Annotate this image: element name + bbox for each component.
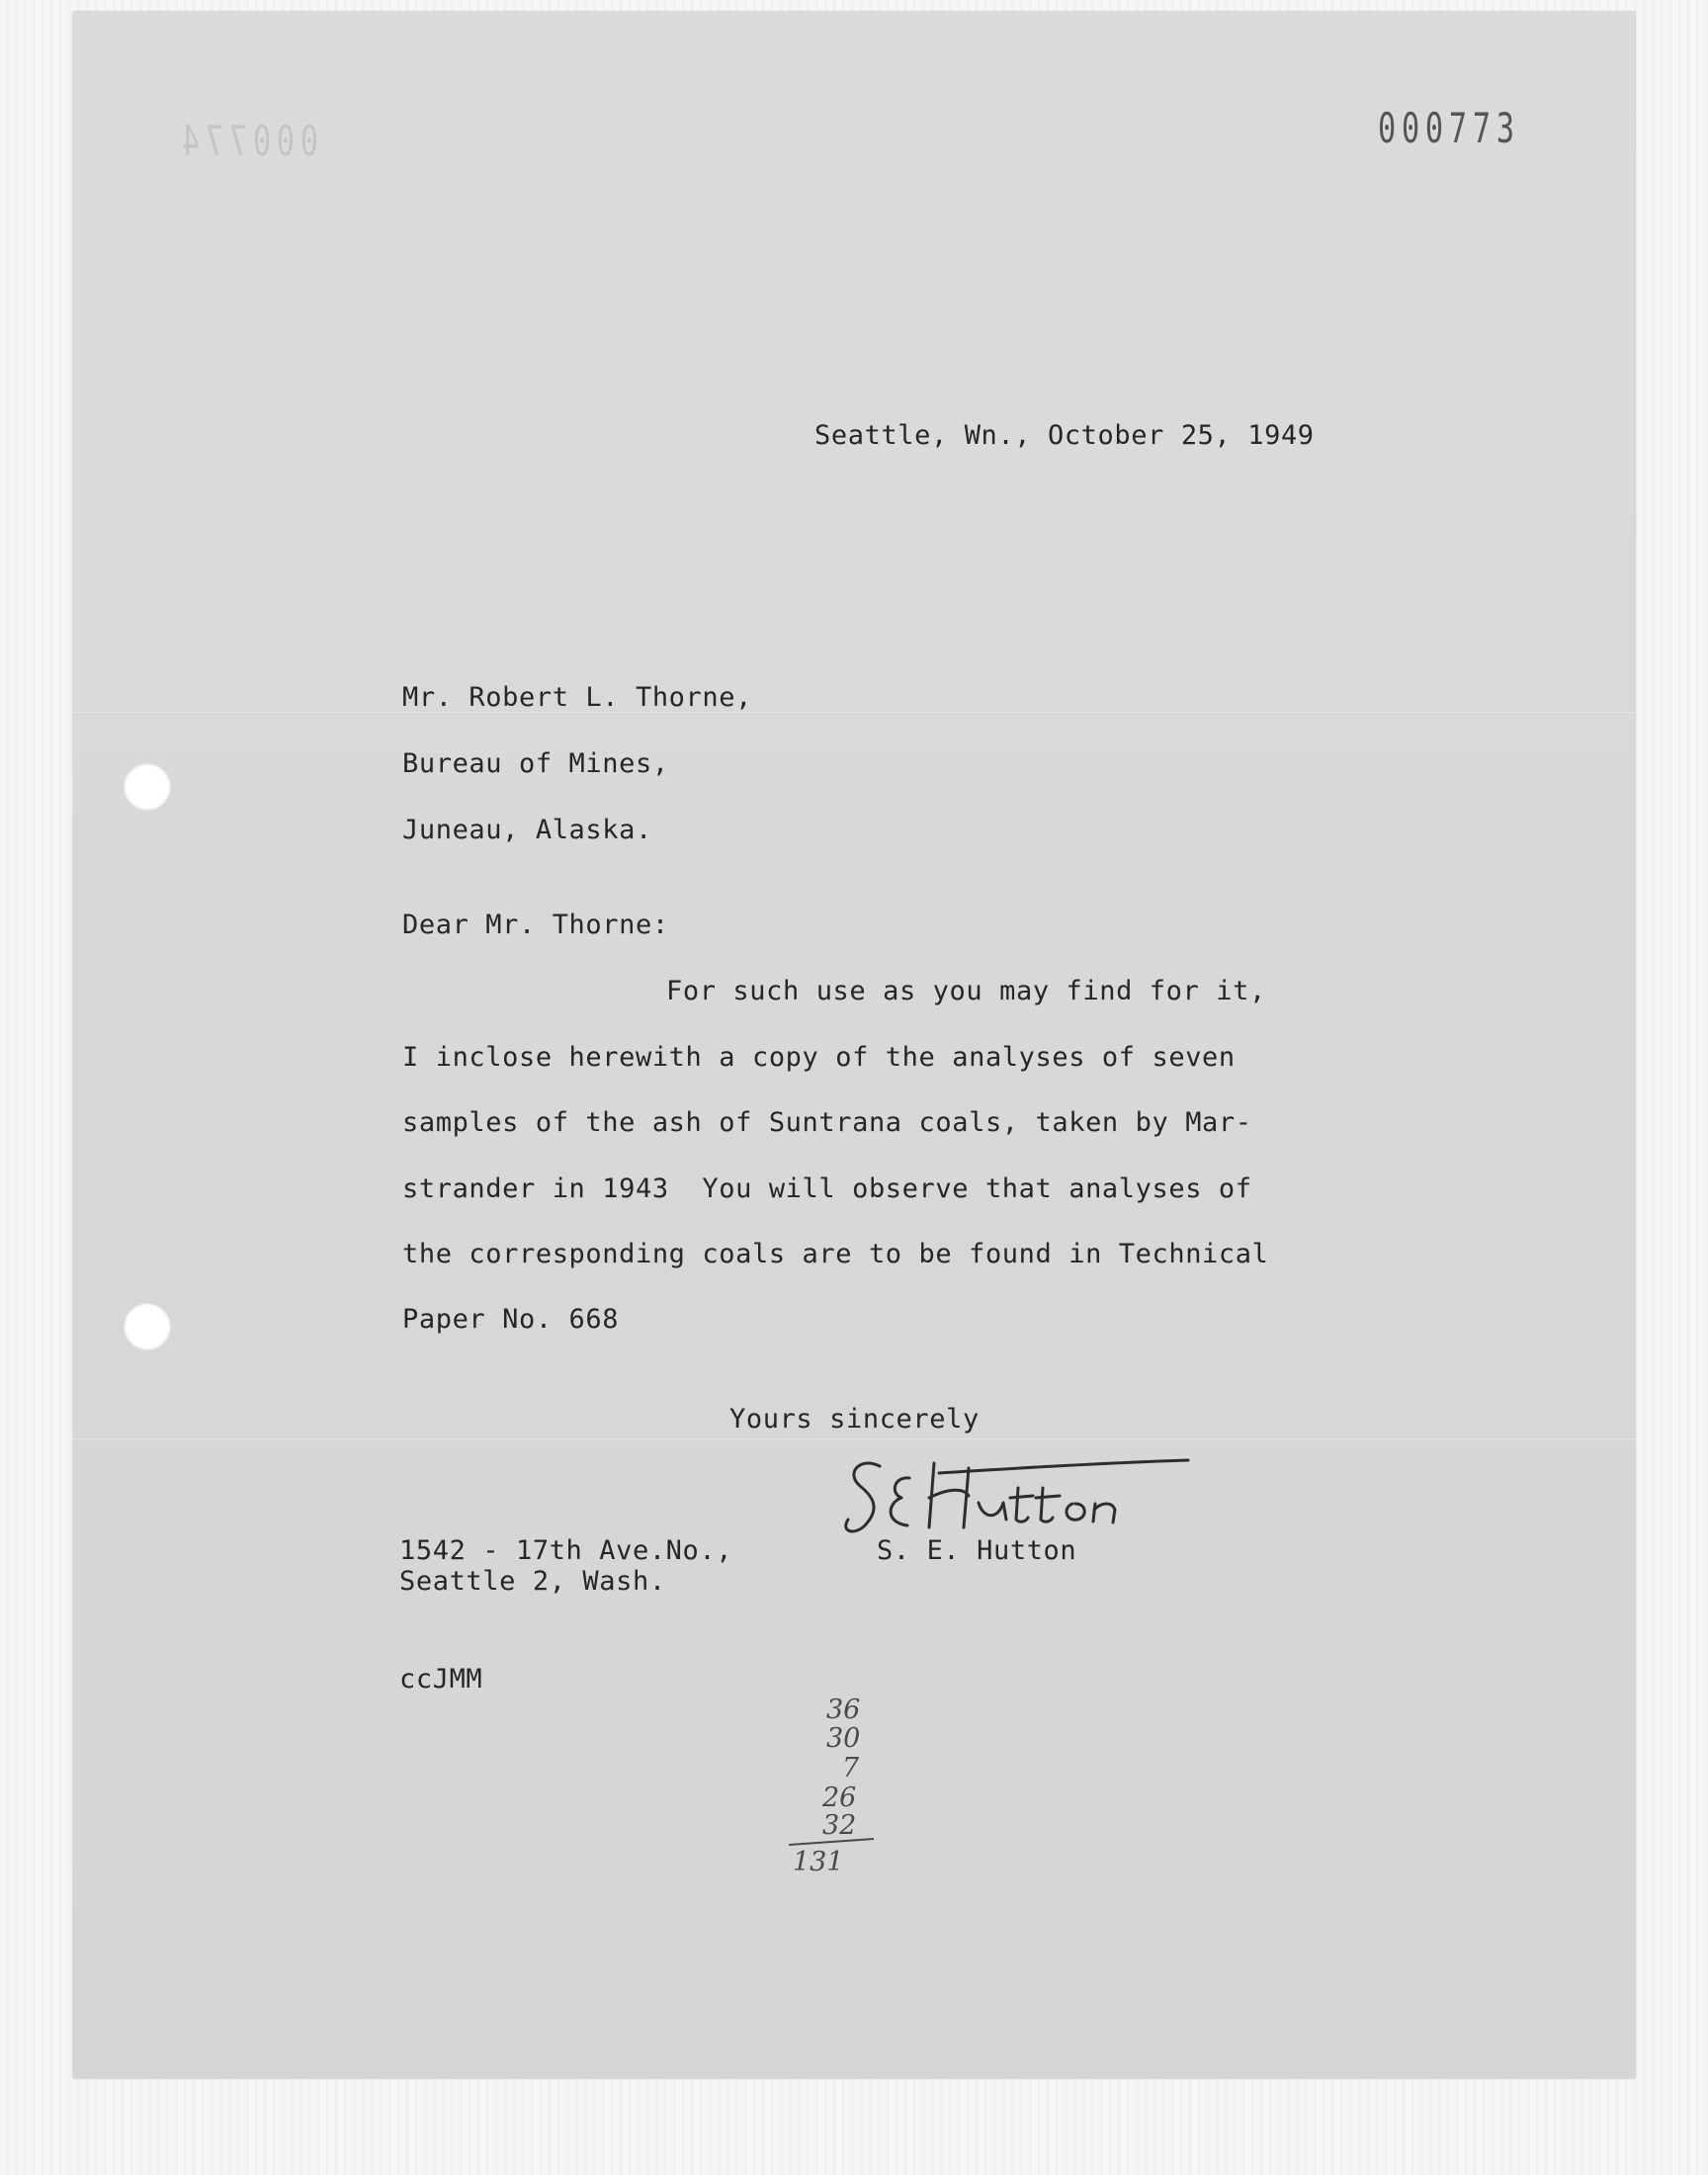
recipient-org: Bureau of Mines, (402, 748, 669, 779)
body-line: For such use as you may find for it, (666, 976, 1266, 1006)
cc-notation: ccJMM (399, 1664, 483, 1695)
body-line: the corresponding coals are to be found in Technical (402, 1239, 1269, 1269)
sender-address-line: 1542 - 17th Ave.No., (399, 1535, 733, 1566)
body-line: Paper No. 668 (402, 1304, 620, 1335)
handwritten-number: 7 (842, 1753, 860, 1784)
recipient-name: Mr. Robert L. Thorne, (402, 682, 752, 713)
handwritten-total: 131 (793, 1847, 844, 1877)
stamp-number: 000773 (1378, 104, 1520, 152)
sender-address-line: Seattle 2, Wash. (399, 1566, 666, 1597)
punch-hole-upper (124, 763, 171, 811)
recipient-city: Juneau, Alaska. (402, 815, 652, 845)
body-line: I inclose herewith a copy of the analyses of seven (402, 1042, 1236, 1073)
signer-name: S. E. Hutton (877, 1535, 1077, 1566)
handwritten-number: 30 (826, 1723, 861, 1754)
closing: Yours sincerely (729, 1404, 980, 1435)
punch-hole-lower (124, 1303, 171, 1350)
handwritten-number: 32 (822, 1810, 857, 1841)
fold-line-upper (73, 712, 1635, 713)
fold-line-lower (73, 1438, 1635, 1439)
dateline: Seattle, Wn., October 25, 1949 (814, 420, 1315, 451)
handwritten-number: 36 (826, 1695, 861, 1725)
handwritten-number: 26 (822, 1783, 857, 1813)
body-line: samples of the ash of Suntrana coals, taken by Mar- (402, 1107, 1252, 1138)
salutation: Dear Mr. Thorne: (402, 910, 669, 940)
ghost-stamp-number: 000774 (176, 117, 318, 165)
body-line: strander in 1943 You will observe that analyses of (402, 1174, 1252, 1204)
